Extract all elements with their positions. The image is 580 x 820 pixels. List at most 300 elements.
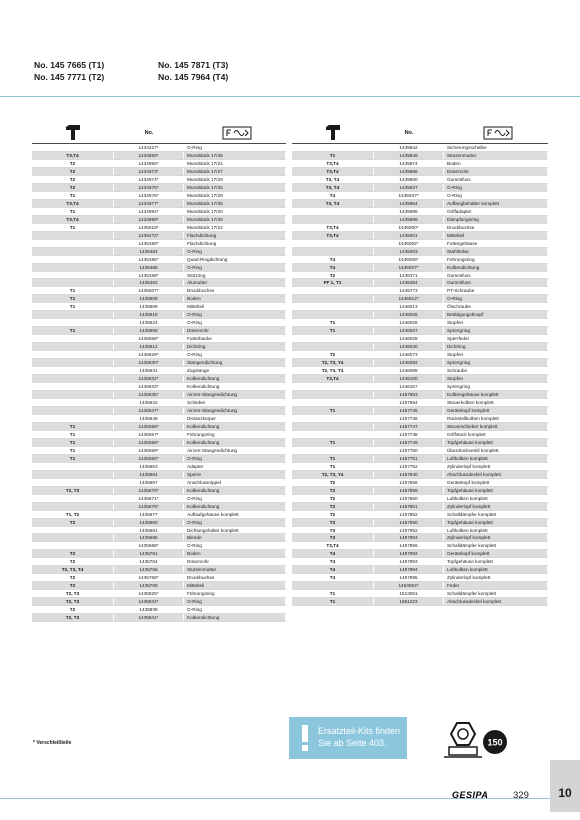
row-description: Dichtring bbox=[184, 343, 286, 350]
table-row bbox=[32, 256, 286, 264]
row-description: Kolbengehäuse komplett bbox=[444, 391, 548, 398]
row-description: Mundstück 17/24 bbox=[184, 160, 286, 167]
table-row bbox=[32, 534, 286, 542]
row-model bbox=[292, 343, 374, 350]
table-body-left bbox=[32, 144, 286, 622]
row-part-number: 1435680 bbox=[114, 519, 184, 526]
table-row bbox=[292, 558, 548, 566]
row-description: Distanzkörper bbox=[184, 415, 286, 422]
row-description: Sicherungsscheibe bbox=[444, 144, 548, 151]
row-part-number: 1435675* bbox=[114, 503, 184, 510]
row-model: T2, T3 bbox=[32, 487, 114, 494]
row-part-number: 1435667 bbox=[114, 479, 184, 486]
row-part-number: 1457745 bbox=[374, 407, 444, 414]
row-part-number: 1457752 bbox=[374, 463, 444, 470]
table-row bbox=[32, 542, 286, 550]
row-model bbox=[32, 311, 114, 318]
row-description: Gerätekopf komplett bbox=[444, 550, 548, 557]
row-model: T1 bbox=[32, 431, 114, 438]
row-model: T1 bbox=[32, 287, 114, 294]
row-part-number: 1434977* bbox=[114, 200, 184, 207]
row-part-number: 1435825* bbox=[114, 590, 184, 597]
table-row bbox=[32, 487, 286, 495]
row-description: Zylinderlopf komplett bbox=[444, 503, 548, 510]
row-model: T4 bbox=[292, 550, 374, 557]
row-model: T2 bbox=[32, 558, 114, 565]
row-part-number: 1435509 bbox=[114, 303, 184, 310]
table-row bbox=[32, 407, 286, 415]
table-row bbox=[292, 208, 548, 216]
table-row bbox=[292, 439, 548, 447]
row-model: T2 bbox=[292, 272, 374, 279]
table-row bbox=[32, 351, 286, 359]
row-model bbox=[32, 534, 114, 541]
row-description: Sperrfeder bbox=[444, 335, 548, 342]
table-row bbox=[32, 439, 286, 447]
row-model bbox=[32, 264, 114, 271]
table-row bbox=[292, 391, 548, 399]
row-description: Topfgehäuse komplett bbox=[444, 558, 548, 565]
table-row bbox=[292, 224, 548, 232]
table-row bbox=[32, 598, 286, 606]
row-model bbox=[32, 367, 114, 374]
row-description: Gerätekopf komplett bbox=[444, 407, 548, 414]
part-description-icon bbox=[444, 122, 548, 143]
row-part-number: 1435998 bbox=[374, 208, 444, 215]
row-part-number: 1435834* bbox=[114, 598, 184, 605]
table-row bbox=[292, 272, 548, 280]
row-part-number: 1435768* bbox=[114, 574, 184, 581]
row-part-number: 1435769 bbox=[114, 582, 184, 589]
row-model: T3,T4 bbox=[292, 160, 374, 167]
row-part-number: 1457953 bbox=[374, 534, 444, 541]
table-row bbox=[292, 582, 548, 590]
table-row bbox=[32, 176, 286, 184]
header-divider bbox=[0, 96, 580, 97]
row-description: Kolbendichtung bbox=[444, 264, 548, 271]
row-description: Kolbendichtung bbox=[184, 487, 286, 494]
row-part-number: 1445773 bbox=[374, 287, 444, 294]
table-row bbox=[32, 495, 286, 503]
row-description: Stahlhülse bbox=[444, 248, 548, 255]
row-description: O-Ring bbox=[444, 192, 548, 199]
spare-kits-info-box bbox=[289, 717, 407, 759]
row-description: Steuerkolben komplett bbox=[444, 399, 548, 406]
row-description: Druckbuchse bbox=[444, 224, 548, 231]
chapter-number: 10 bbox=[558, 786, 572, 800]
row-part-number: 1435670* bbox=[114, 487, 184, 494]
row-part-number: 1457860 bbox=[374, 495, 444, 502]
table-row bbox=[32, 184, 286, 192]
row-part-number: 1435018* bbox=[114, 224, 184, 231]
row-description: Stopfen bbox=[444, 351, 548, 358]
row-description: Kolbendichtung bbox=[184, 439, 286, 446]
row-part-number: 1435519 bbox=[114, 311, 184, 318]
table-row bbox=[292, 550, 548, 558]
row-part-number: 1435839 bbox=[114, 606, 184, 613]
table-row bbox=[292, 574, 548, 582]
row-description: Rückstellkolben komplett bbox=[444, 415, 548, 422]
row-part-number: 1457746 bbox=[374, 415, 444, 422]
row-model bbox=[32, 391, 114, 398]
row-model: T2 bbox=[32, 582, 114, 589]
table-row bbox=[292, 264, 548, 272]
row-description: Stutzenmutter bbox=[444, 152, 548, 159]
row-description: Quad-Ringdichtung bbox=[184, 256, 286, 263]
row-description: Gummifuss bbox=[444, 272, 548, 279]
row-description: Schalldämpfer komplett bbox=[444, 542, 548, 549]
row-model bbox=[32, 319, 114, 326]
row-description: Zylinderlopf komplett bbox=[444, 574, 548, 581]
row-description: Mundstück 17/20 bbox=[184, 208, 286, 215]
row-model bbox=[32, 240, 114, 247]
table-row bbox=[32, 319, 286, 327]
row-description: Führungsring bbox=[184, 590, 286, 597]
row-part-number: 1436371 bbox=[374, 272, 444, 279]
row-model: T3, T4 bbox=[292, 176, 374, 183]
row-model: FF 1, T1 bbox=[292, 279, 374, 286]
row-part-number: 1435660* bbox=[114, 455, 184, 462]
row-description: Schalldämpfer komplett bbox=[444, 511, 548, 518]
row-part-number: 1435558 bbox=[114, 327, 184, 334]
row-model bbox=[32, 272, 114, 279]
row-description: Topfgehäuse komplett bbox=[444, 519, 548, 526]
table-row bbox=[292, 184, 548, 192]
row-description: Schalldämpfer komplett bbox=[444, 590, 548, 597]
row-model bbox=[32, 471, 114, 478]
row-model bbox=[292, 391, 374, 398]
part-description-icon bbox=[184, 122, 286, 143]
table-row bbox=[32, 582, 286, 590]
row-description: O-Ring bbox=[444, 295, 548, 302]
row-part-number: 1446100 bbox=[374, 375, 444, 382]
row-description: Adapter bbox=[184, 463, 286, 470]
row-part-number: 1446030 bbox=[374, 343, 444, 350]
header-right-column bbox=[158, 59, 228, 83]
row-model: T2, T3, T4 bbox=[292, 359, 374, 366]
header-model-t3: No. 145 7871 (T3) bbox=[158, 60, 229, 70]
row-description: O-Ring bbox=[184, 519, 286, 526]
table-row bbox=[32, 216, 286, 224]
row-description: Flachdichtung bbox=[184, 232, 286, 239]
row-description: Abschlussdeckel komplett bbox=[444, 471, 548, 478]
row-description: Düsenrohr bbox=[184, 327, 286, 334]
row-part-number: 1457751 bbox=[374, 455, 444, 462]
row-description: Auflaufgehäuse komplett bbox=[184, 511, 286, 518]
table-row bbox=[32, 455, 286, 463]
table-row bbox=[292, 519, 548, 527]
row-part-number: 1435485* bbox=[114, 256, 184, 263]
row-model: T1 bbox=[292, 152, 374, 159]
row-description: Boden bbox=[444, 160, 548, 167]
row-model bbox=[32, 248, 114, 255]
row-part-number: 1435635* bbox=[114, 391, 184, 398]
row-part-number: 1446073 bbox=[374, 351, 444, 358]
row-part-number: 1457694 bbox=[374, 399, 444, 406]
row-description: O-Ring bbox=[184, 495, 286, 502]
spare-kits-line-1: Ersatzteil-Kits finden bbox=[318, 726, 401, 736]
row-description: Mittelteil bbox=[184, 582, 286, 589]
table-row bbox=[32, 359, 286, 367]
row-part-number: 1651223 bbox=[374, 598, 444, 605]
column-header-number: No. bbox=[144, 129, 154, 136]
table-row bbox=[292, 534, 548, 542]
row-description: Führungsring bbox=[184, 431, 286, 438]
row-model: T1 bbox=[292, 327, 374, 334]
row-model: T3,T4 bbox=[292, 542, 374, 549]
row-description: Kolbendichtung bbox=[184, 423, 286, 430]
row-part-number: 1435686 bbox=[114, 534, 184, 541]
table-row bbox=[32, 375, 286, 383]
table-row bbox=[292, 415, 548, 423]
row-part-number: 1457749 bbox=[374, 439, 444, 446]
row-part-number: 1435486 bbox=[114, 264, 184, 271]
table-row bbox=[292, 232, 548, 240]
chapter-tab bbox=[550, 760, 580, 812]
table-row bbox=[32, 264, 286, 272]
row-description: O-Ring bbox=[184, 598, 286, 605]
table-row bbox=[292, 359, 548, 367]
row-model bbox=[32, 335, 114, 342]
table-row bbox=[32, 367, 286, 375]
row-model bbox=[292, 415, 374, 422]
row-description: Sprengring bbox=[444, 327, 548, 334]
row-model: T4 bbox=[292, 574, 374, 581]
row-part-number: 1434976* bbox=[114, 192, 184, 199]
table-row bbox=[32, 566, 286, 574]
row-part-number: 1435841* bbox=[114, 614, 184, 621]
row-description: Kolbendichtung bbox=[184, 375, 286, 382]
row-part-number: 1435648 bbox=[114, 415, 184, 422]
table-header bbox=[32, 122, 286, 144]
row-model: T2, T3 bbox=[32, 598, 114, 605]
row-part-number: 1435764 bbox=[114, 558, 184, 565]
table-row bbox=[32, 152, 286, 160]
row-description: Topfgehäuse komplett bbox=[444, 487, 548, 494]
nut-kit-icon bbox=[442, 717, 512, 765]
row-description: Gummifuss bbox=[444, 279, 548, 286]
row-description: Feder bbox=[444, 582, 548, 589]
table-header bbox=[292, 122, 548, 144]
row-model: T2 bbox=[32, 160, 114, 167]
row-part-number: 1457994 bbox=[374, 566, 444, 573]
row-description: Futterbacke bbox=[184, 335, 286, 342]
row-model: T2 bbox=[32, 519, 114, 526]
table-row bbox=[32, 232, 286, 240]
row-model bbox=[292, 335, 374, 342]
table-row bbox=[292, 471, 548, 479]
row-model: T2, T3, T4 bbox=[32, 566, 114, 573]
row-description: Schieber bbox=[184, 399, 286, 406]
row-part-number: 1436007* bbox=[374, 264, 444, 271]
row-description: Airzen-Stangendichtung bbox=[184, 407, 286, 414]
row-part-number: 1435508 bbox=[114, 295, 184, 302]
row-model: T2 bbox=[32, 184, 114, 191]
row-description: Düsenrohr bbox=[184, 558, 286, 565]
row-model: T1, T2 bbox=[32, 511, 114, 518]
row-model bbox=[32, 351, 114, 358]
row-description: Boden bbox=[184, 295, 286, 302]
row-description: O-Ring bbox=[184, 248, 286, 255]
row-model bbox=[32, 527, 114, 534]
row-model bbox=[292, 216, 374, 223]
row-model bbox=[292, 248, 374, 255]
table-row bbox=[32, 471, 286, 479]
table-row bbox=[32, 343, 286, 351]
row-part-number: 1434860* bbox=[114, 152, 184, 159]
row-part-number: 1435671* bbox=[114, 495, 184, 502]
row-part-number: 1435657* bbox=[114, 431, 184, 438]
table-row bbox=[292, 487, 548, 495]
table-row bbox=[292, 144, 548, 152]
row-part-number: 1435488* bbox=[114, 272, 184, 279]
row-model: T1 bbox=[32, 303, 114, 310]
row-part-number: 1435507* bbox=[114, 287, 184, 294]
row-model: T2 bbox=[32, 574, 114, 581]
row-part-number: 1435999 bbox=[374, 216, 444, 223]
row-part-number: 1435766 bbox=[114, 566, 184, 573]
table-row bbox=[292, 399, 548, 407]
row-description: Betätigungsknopf bbox=[444, 311, 548, 318]
table-row bbox=[32, 423, 286, 431]
row-description: Zylinderlopf komplett bbox=[444, 463, 548, 470]
row-part-number: 1435900 bbox=[374, 176, 444, 183]
table-row bbox=[32, 287, 286, 295]
row-part-number: 1457952 bbox=[374, 527, 444, 534]
table-row bbox=[32, 614, 286, 622]
row-part-number: 1446026 bbox=[374, 319, 444, 326]
row-model bbox=[32, 383, 114, 390]
row-model bbox=[32, 232, 114, 239]
row-model: T2, T3 bbox=[32, 590, 114, 597]
table-row bbox=[32, 311, 286, 319]
row-description: Sperre bbox=[184, 471, 286, 478]
row-description: Airzen-Stangendichtung bbox=[184, 391, 286, 398]
row-model: T1 bbox=[292, 598, 374, 605]
row-part-number: 1457748 bbox=[374, 431, 444, 438]
row-model: T3, T4 bbox=[292, 200, 374, 207]
table-row bbox=[32, 168, 286, 176]
row-description: Gerätekopf komplett bbox=[444, 479, 548, 486]
row-description: Schraube bbox=[444, 367, 548, 374]
row-description: Griffadapter bbox=[444, 208, 548, 215]
spare-kits-line-2: Sie ab Seite 403. bbox=[318, 738, 387, 748]
row-part-number: 1435633* bbox=[114, 383, 184, 390]
row-description: Überdruckventil komplett bbox=[444, 447, 548, 454]
row-part-number: 1435472* bbox=[114, 232, 184, 239]
row-description: Kolbendichtung bbox=[184, 614, 286, 621]
row-model: T3 bbox=[292, 527, 374, 534]
row-description: Stangendichtung bbox=[184, 359, 286, 366]
row-description: Druckbuchse bbox=[184, 287, 286, 294]
row-description: Abschlussdeckel komplett bbox=[444, 598, 548, 605]
row-model: T2 bbox=[32, 606, 114, 613]
row-part-number: 1457862 bbox=[374, 511, 444, 518]
row-model: T2, T3, T4 bbox=[292, 367, 374, 374]
row-part-number: 1435632* bbox=[114, 375, 184, 382]
row-description: Stopfen bbox=[444, 319, 548, 326]
row-part-number: 1434999* bbox=[114, 216, 184, 223]
row-description: O-Ring bbox=[184, 542, 286, 549]
row-model: T3 bbox=[292, 534, 374, 541]
row-part-number: 1435568* bbox=[114, 335, 184, 342]
row-model: T4 bbox=[292, 192, 374, 199]
row-part-number: 1435874 bbox=[374, 160, 444, 167]
table-row bbox=[32, 240, 286, 248]
row-part-number: 1435658* bbox=[114, 439, 184, 446]
row-description: Düsenrohr bbox=[444, 168, 548, 175]
table-row bbox=[292, 375, 548, 383]
tool-model-icon bbox=[32, 122, 114, 143]
row-model: T1 bbox=[32, 208, 114, 215]
row-part-number: 1435663 bbox=[114, 463, 184, 470]
row-part-number: 1436006* bbox=[374, 256, 444, 263]
table-row bbox=[292, 351, 548, 359]
table-row bbox=[292, 423, 548, 431]
table-row bbox=[292, 455, 548, 463]
row-description: Boden bbox=[184, 550, 286, 557]
row-description: Topfgehäuse komplett bbox=[444, 439, 548, 446]
row-model: T1 bbox=[32, 295, 114, 302]
row-part-number: 1436001 bbox=[374, 232, 444, 239]
row-model bbox=[292, 383, 374, 390]
row-model: T1 bbox=[32, 455, 114, 462]
row-part-number: 1463064* bbox=[374, 582, 444, 589]
row-description: Steuerschieber komplett bbox=[444, 423, 548, 430]
row-description: Luftkolben komplett bbox=[444, 527, 548, 534]
row-part-number: 1435642 bbox=[114, 399, 184, 406]
row-part-number: 1446167 bbox=[374, 383, 444, 390]
table-row bbox=[292, 479, 548, 487]
row-description: Kolbendichtung bbox=[184, 383, 286, 390]
table-row bbox=[32, 224, 286, 232]
row-model bbox=[32, 415, 114, 422]
table-row bbox=[32, 303, 286, 311]
table-row bbox=[292, 152, 548, 160]
table-row bbox=[292, 279, 548, 287]
table-row bbox=[32, 550, 286, 558]
row-part-number: 1457840 bbox=[374, 471, 444, 478]
parts-table-left bbox=[32, 122, 286, 622]
table-row bbox=[292, 447, 548, 455]
row-description: Luftkolben komplett bbox=[444, 566, 548, 573]
row-model: T2 bbox=[292, 511, 374, 518]
row-description: O-Ring bbox=[184, 319, 286, 326]
row-part-number: 1435630* bbox=[114, 359, 184, 366]
row-part-number: 1435886 bbox=[374, 168, 444, 175]
table-row bbox=[292, 192, 548, 200]
row-model bbox=[32, 463, 114, 470]
row-model: T3 bbox=[292, 519, 374, 526]
row-model bbox=[32, 407, 114, 414]
row-model: T3,T4 bbox=[32, 200, 114, 207]
row-description: O-Ring bbox=[184, 264, 286, 271]
table-row bbox=[32, 590, 286, 598]
row-part-number: 1457956 bbox=[374, 542, 444, 549]
row-part-number: 1435656* bbox=[114, 423, 184, 430]
row-description: Airzen-Stangendichtung bbox=[184, 447, 286, 454]
row-model bbox=[32, 279, 114, 286]
row-model: T3,T4 bbox=[292, 232, 374, 239]
row-part-number: 1457747 bbox=[374, 423, 444, 430]
row-description: Mundstück 17/36 bbox=[184, 200, 286, 207]
table-row bbox=[32, 479, 286, 487]
row-description: Flachdichtung bbox=[184, 240, 286, 247]
table-row bbox=[292, 160, 548, 168]
footer-divider bbox=[0, 798, 580, 799]
table-row bbox=[292, 240, 548, 248]
row-description: Gummifuss bbox=[444, 176, 548, 183]
